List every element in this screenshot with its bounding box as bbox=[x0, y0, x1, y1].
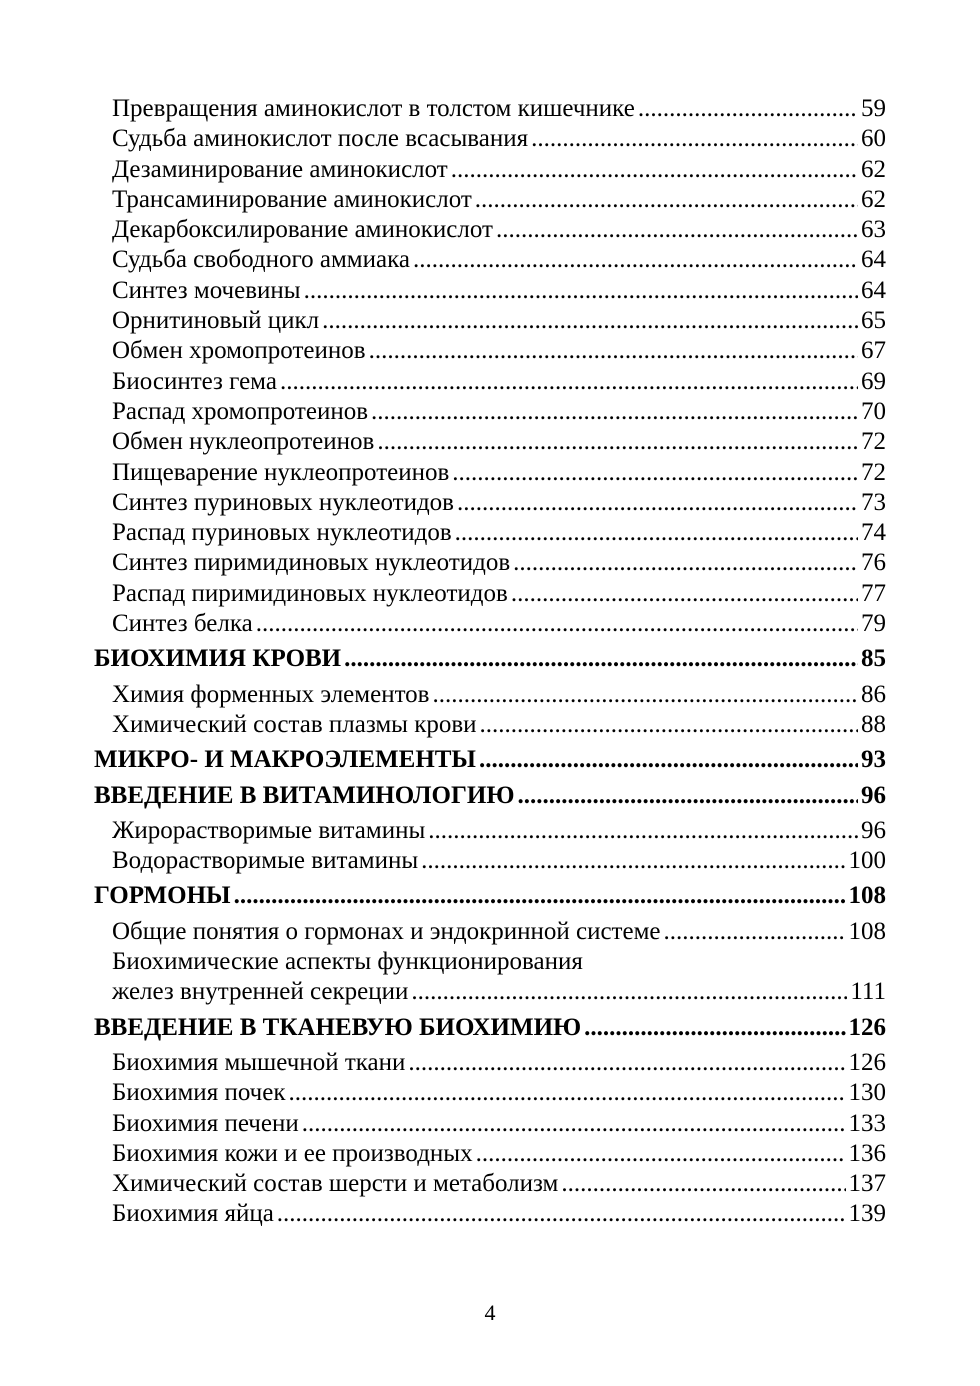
toc-entry[interactable] bbox=[94, 185, 886, 215]
toc-entry-page: 74 bbox=[861, 519, 886, 547]
toc-entry-page: 64 bbox=[861, 246, 886, 274]
toc-section-micro-macro-elements[interactable] bbox=[94, 745, 886, 775]
toc-group-blood bbox=[94, 680, 886, 741]
toc-entry-title: Водорастворимые витамины bbox=[112, 847, 419, 875]
toc-section-title: ГОРМОНЫ bbox=[94, 882, 231, 910]
toc-entry-title: Синтез мочевины bbox=[112, 276, 301, 304]
table-of-contents bbox=[94, 94, 886, 1230]
toc-entry[interactable] bbox=[94, 367, 886, 397]
toc-leader-dots bbox=[475, 185, 858, 215]
toc-entry[interactable] bbox=[94, 548, 886, 578]
toc-entry-page: 72 bbox=[861, 458, 886, 486]
toc-entry-title-line1[interactable]: Биохимические аспекты функционирования bbox=[112, 948, 583, 976]
toc-entry[interactable] bbox=[94, 1169, 886, 1199]
toc-leader-dots bbox=[457, 488, 858, 518]
toc-leader-dots bbox=[428, 816, 858, 846]
toc-entry-page: 67 bbox=[861, 337, 886, 365]
toc-entry-page: 139 bbox=[848, 1200, 886, 1228]
toc-entry-title: Синтез пуриновых нуклеотидов bbox=[112, 488, 454, 516]
toc-section-title: ВВЕДЕНИЕ В ТКАНЕВУЮ БИОХИМИЮ bbox=[94, 1013, 582, 1041]
toc-entry-page: 70 bbox=[861, 397, 886, 425]
toc-entry-page: 64 bbox=[861, 276, 886, 304]
toc-entry[interactable] bbox=[94, 155, 886, 185]
toc-entry-page: 77 bbox=[861, 579, 886, 607]
toc-entry[interactable] bbox=[94, 94, 886, 124]
toc-leader-dots bbox=[455, 518, 858, 548]
toc-section-page: 85 bbox=[861, 645, 886, 673]
toc-leader-dots bbox=[451, 155, 858, 185]
toc-entry-title: Пищеварение нуклеопротеинов bbox=[112, 458, 450, 486]
toc-entry-title: Судьба свободного аммиака bbox=[112, 246, 410, 274]
toc-group-amino-acids bbox=[94, 94, 886, 639]
toc-entry-page: 76 bbox=[861, 549, 886, 577]
toc-entry-title: Судьба аминокислот после всасывания bbox=[112, 125, 529, 153]
toc-entry-page: 130 bbox=[848, 1079, 886, 1107]
toc-leader-dots bbox=[280, 367, 858, 397]
toc-entry-page: 65 bbox=[861, 307, 886, 335]
toc-section-title: БИОХИМИЯ КРОВИ bbox=[94, 645, 342, 673]
toc-entry-title: Биосинтез гема bbox=[112, 367, 277, 395]
toc-section-hormones[interactable] bbox=[94, 881, 886, 911]
toc-leader-dots bbox=[302, 1109, 846, 1139]
toc-entry-page: 72 bbox=[861, 428, 886, 456]
toc-section-page: 108 bbox=[848, 882, 886, 910]
toc-entry-title: Распад пиримидиновых нуклеотидов bbox=[112, 579, 508, 607]
toc-leader-dots bbox=[638, 94, 858, 124]
toc-entry-page: 100 bbox=[848, 847, 886, 875]
toc-leader-dots bbox=[413, 245, 858, 275]
toc-entry-title: Трансаминирование аминокислот bbox=[112, 185, 472, 213]
toc-entry-page: 137 bbox=[848, 1170, 886, 1198]
toc-leader-dots bbox=[584, 1013, 845, 1043]
toc-leader-dots bbox=[369, 336, 858, 366]
toc-group-vitamins bbox=[94, 816, 886, 877]
toc-entry-page: 136 bbox=[848, 1139, 886, 1167]
toc-section-blood-biochemistry[interactable] bbox=[94, 644, 886, 674]
toc-entry-title: Распад хромопротеинов bbox=[112, 397, 369, 425]
toc-entry-title: Химический состав плазмы крови bbox=[112, 710, 477, 738]
toc-leader-dots bbox=[421, 846, 845, 876]
toc-entry[interactable] bbox=[94, 427, 886, 457]
toc-entry-title: Обмен нуклеопротеинов bbox=[112, 428, 375, 456]
toc-entry-page: 111 bbox=[850, 978, 886, 1006]
toc-leader-dots bbox=[479, 745, 858, 775]
toc-section-page: 96 bbox=[861, 781, 886, 809]
toc-entry-page: 69 bbox=[861, 367, 886, 395]
toc-entry[interactable] bbox=[94, 458, 886, 488]
toc-section-title: МИКРО- И МАКРОЭЛЕМЕНТЫ bbox=[94, 746, 476, 774]
toc-leader-dots bbox=[344, 644, 858, 674]
toc-entry[interactable] bbox=[94, 124, 886, 154]
toc-entry-title: Химический состав шерсти и метаболизм bbox=[112, 1170, 559, 1198]
toc-entry-title: Общие понятия о гормонах и эндокринной системе bbox=[112, 917, 661, 945]
toc-leader-dots bbox=[277, 1199, 846, 1229]
toc-entry[interactable] bbox=[94, 609, 886, 639]
toc-leader-dots bbox=[256, 609, 858, 639]
toc-leader-dots bbox=[513, 548, 858, 578]
toc-group-hormones bbox=[94, 917, 886, 947]
toc-section-page: 126 bbox=[848, 1013, 886, 1041]
toc-entry-title: Превращения аминокислот в толстом кишечнике bbox=[112, 95, 635, 122]
toc-entry-title: Биохимия кожи и ее производных bbox=[112, 1139, 473, 1167]
toc-leader-dots bbox=[411, 977, 847, 1007]
toc-entry-page: 59 bbox=[861, 95, 886, 122]
toc-leader-dots bbox=[289, 1078, 846, 1108]
toc-leader-dots bbox=[377, 427, 858, 457]
toc-leader-dots bbox=[408, 1048, 845, 1078]
toc-leader-dots bbox=[518, 781, 858, 811]
toc-entry[interactable] bbox=[94, 1078, 886, 1108]
toc-entry-title: Биохимия яйца bbox=[112, 1200, 274, 1228]
toc-entry[interactable] bbox=[94, 245, 886, 275]
toc-entry-page: 63 bbox=[861, 216, 886, 244]
toc-entry[interactable] bbox=[94, 1139, 886, 1169]
toc-entry-title: Дезаминирование аминокислот bbox=[112, 155, 448, 183]
toc-leader-dots bbox=[496, 215, 858, 245]
toc-leader-dots bbox=[234, 881, 846, 911]
toc-entry-title: Синтез пиримидиновых нуклеотидов bbox=[112, 549, 511, 577]
toc-entry[interactable] bbox=[94, 488, 886, 518]
toc-entry-title: Орнитиновый цикл bbox=[112, 307, 320, 335]
toc-entry[interactable] bbox=[94, 680, 886, 710]
toc-entry-title: Биохимия мышечной ткани bbox=[112, 1048, 406, 1076]
toc-entry[interactable] bbox=[94, 846, 886, 876]
toc-entry-page: 96 bbox=[861, 816, 886, 844]
toc-entry-page: 79 bbox=[861, 610, 886, 638]
toc-entry[interactable] bbox=[94, 1199, 886, 1229]
toc-leader-dots bbox=[371, 397, 858, 427]
toc-leader-dots bbox=[531, 124, 858, 154]
toc-entry-title: Синтез белка bbox=[112, 610, 253, 638]
toc-section-page: 93 bbox=[861, 746, 886, 774]
toc-entry-title: Обмен хромопротеинов bbox=[112, 337, 366, 365]
toc-entry[interactable] bbox=[94, 917, 886, 947]
toc-entry-page: 60 bbox=[861, 125, 886, 153]
toc-section-vitaminology[interactable] bbox=[94, 781, 886, 811]
toc-entry[interactable] bbox=[94, 397, 886, 427]
toc-leader-dots bbox=[432, 680, 858, 710]
toc-entry-page: 73 bbox=[861, 488, 886, 516]
toc-entry-page: 126 bbox=[848, 1048, 886, 1076]
toc-entry-title: Жирорастворимые витамины bbox=[112, 816, 426, 844]
toc-entry-title: Распад пуриновых нуклеотидов bbox=[112, 519, 452, 547]
toc-leader-dots bbox=[304, 276, 858, 306]
toc-entry[interactable] bbox=[94, 1109, 886, 1139]
toc-entry[interactable] bbox=[94, 579, 886, 609]
toc-entry[interactable] bbox=[94, 306, 886, 336]
toc-entry[interactable] bbox=[94, 215, 886, 245]
toc-entry[interactable] bbox=[94, 518, 886, 548]
toc-section-tissue-biochemistry[interactable] bbox=[94, 1013, 886, 1043]
toc-entry[interactable] bbox=[94, 816, 886, 846]
toc-entry-title: Биохимия печени bbox=[112, 1109, 299, 1137]
toc-entry[interactable] bbox=[94, 336, 886, 366]
toc-leader-dots bbox=[664, 917, 846, 947]
toc-entry-title: Химия форменных элементов bbox=[112, 680, 430, 708]
toc-entry-page: 88 bbox=[861, 710, 886, 738]
toc-leader-dots bbox=[322, 306, 858, 336]
toc-leader-dots bbox=[561, 1169, 845, 1199]
toc-entry-page: 62 bbox=[861, 155, 886, 183]
toc-entry-title: Декарбоксилирование аминокислот bbox=[112, 216, 493, 244]
toc-entry[interactable] bbox=[94, 1048, 886, 1078]
toc-leader-dots bbox=[480, 710, 858, 740]
toc-entry-page: 108 bbox=[848, 917, 886, 945]
toc-entry-multiline[interactable] bbox=[94, 977, 886, 1007]
toc-entry[interactable] bbox=[94, 276, 886, 306]
toc-leader-dots bbox=[476, 1139, 846, 1169]
toc-leader-dots bbox=[511, 579, 858, 609]
toc-leader-dots bbox=[452, 458, 858, 488]
toc-entry-title-line2: желез внутренней секреции bbox=[112, 978, 409, 1006]
toc-entry[interactable] bbox=[94, 710, 886, 740]
page-number: 4 bbox=[484, 1300, 496, 1325]
toc-entry-page: 62 bbox=[861, 185, 886, 213]
toc-entry-title: Биохимия почек bbox=[112, 1079, 286, 1107]
toc-entry-page: 86 bbox=[861, 680, 886, 708]
toc-entry-page: 133 bbox=[848, 1109, 886, 1137]
toc-section-title: ВВЕДЕНИЕ В ВИТАМИНОЛОГИЮ bbox=[94, 781, 515, 809]
toc-group-tissues bbox=[94, 1048, 886, 1230]
